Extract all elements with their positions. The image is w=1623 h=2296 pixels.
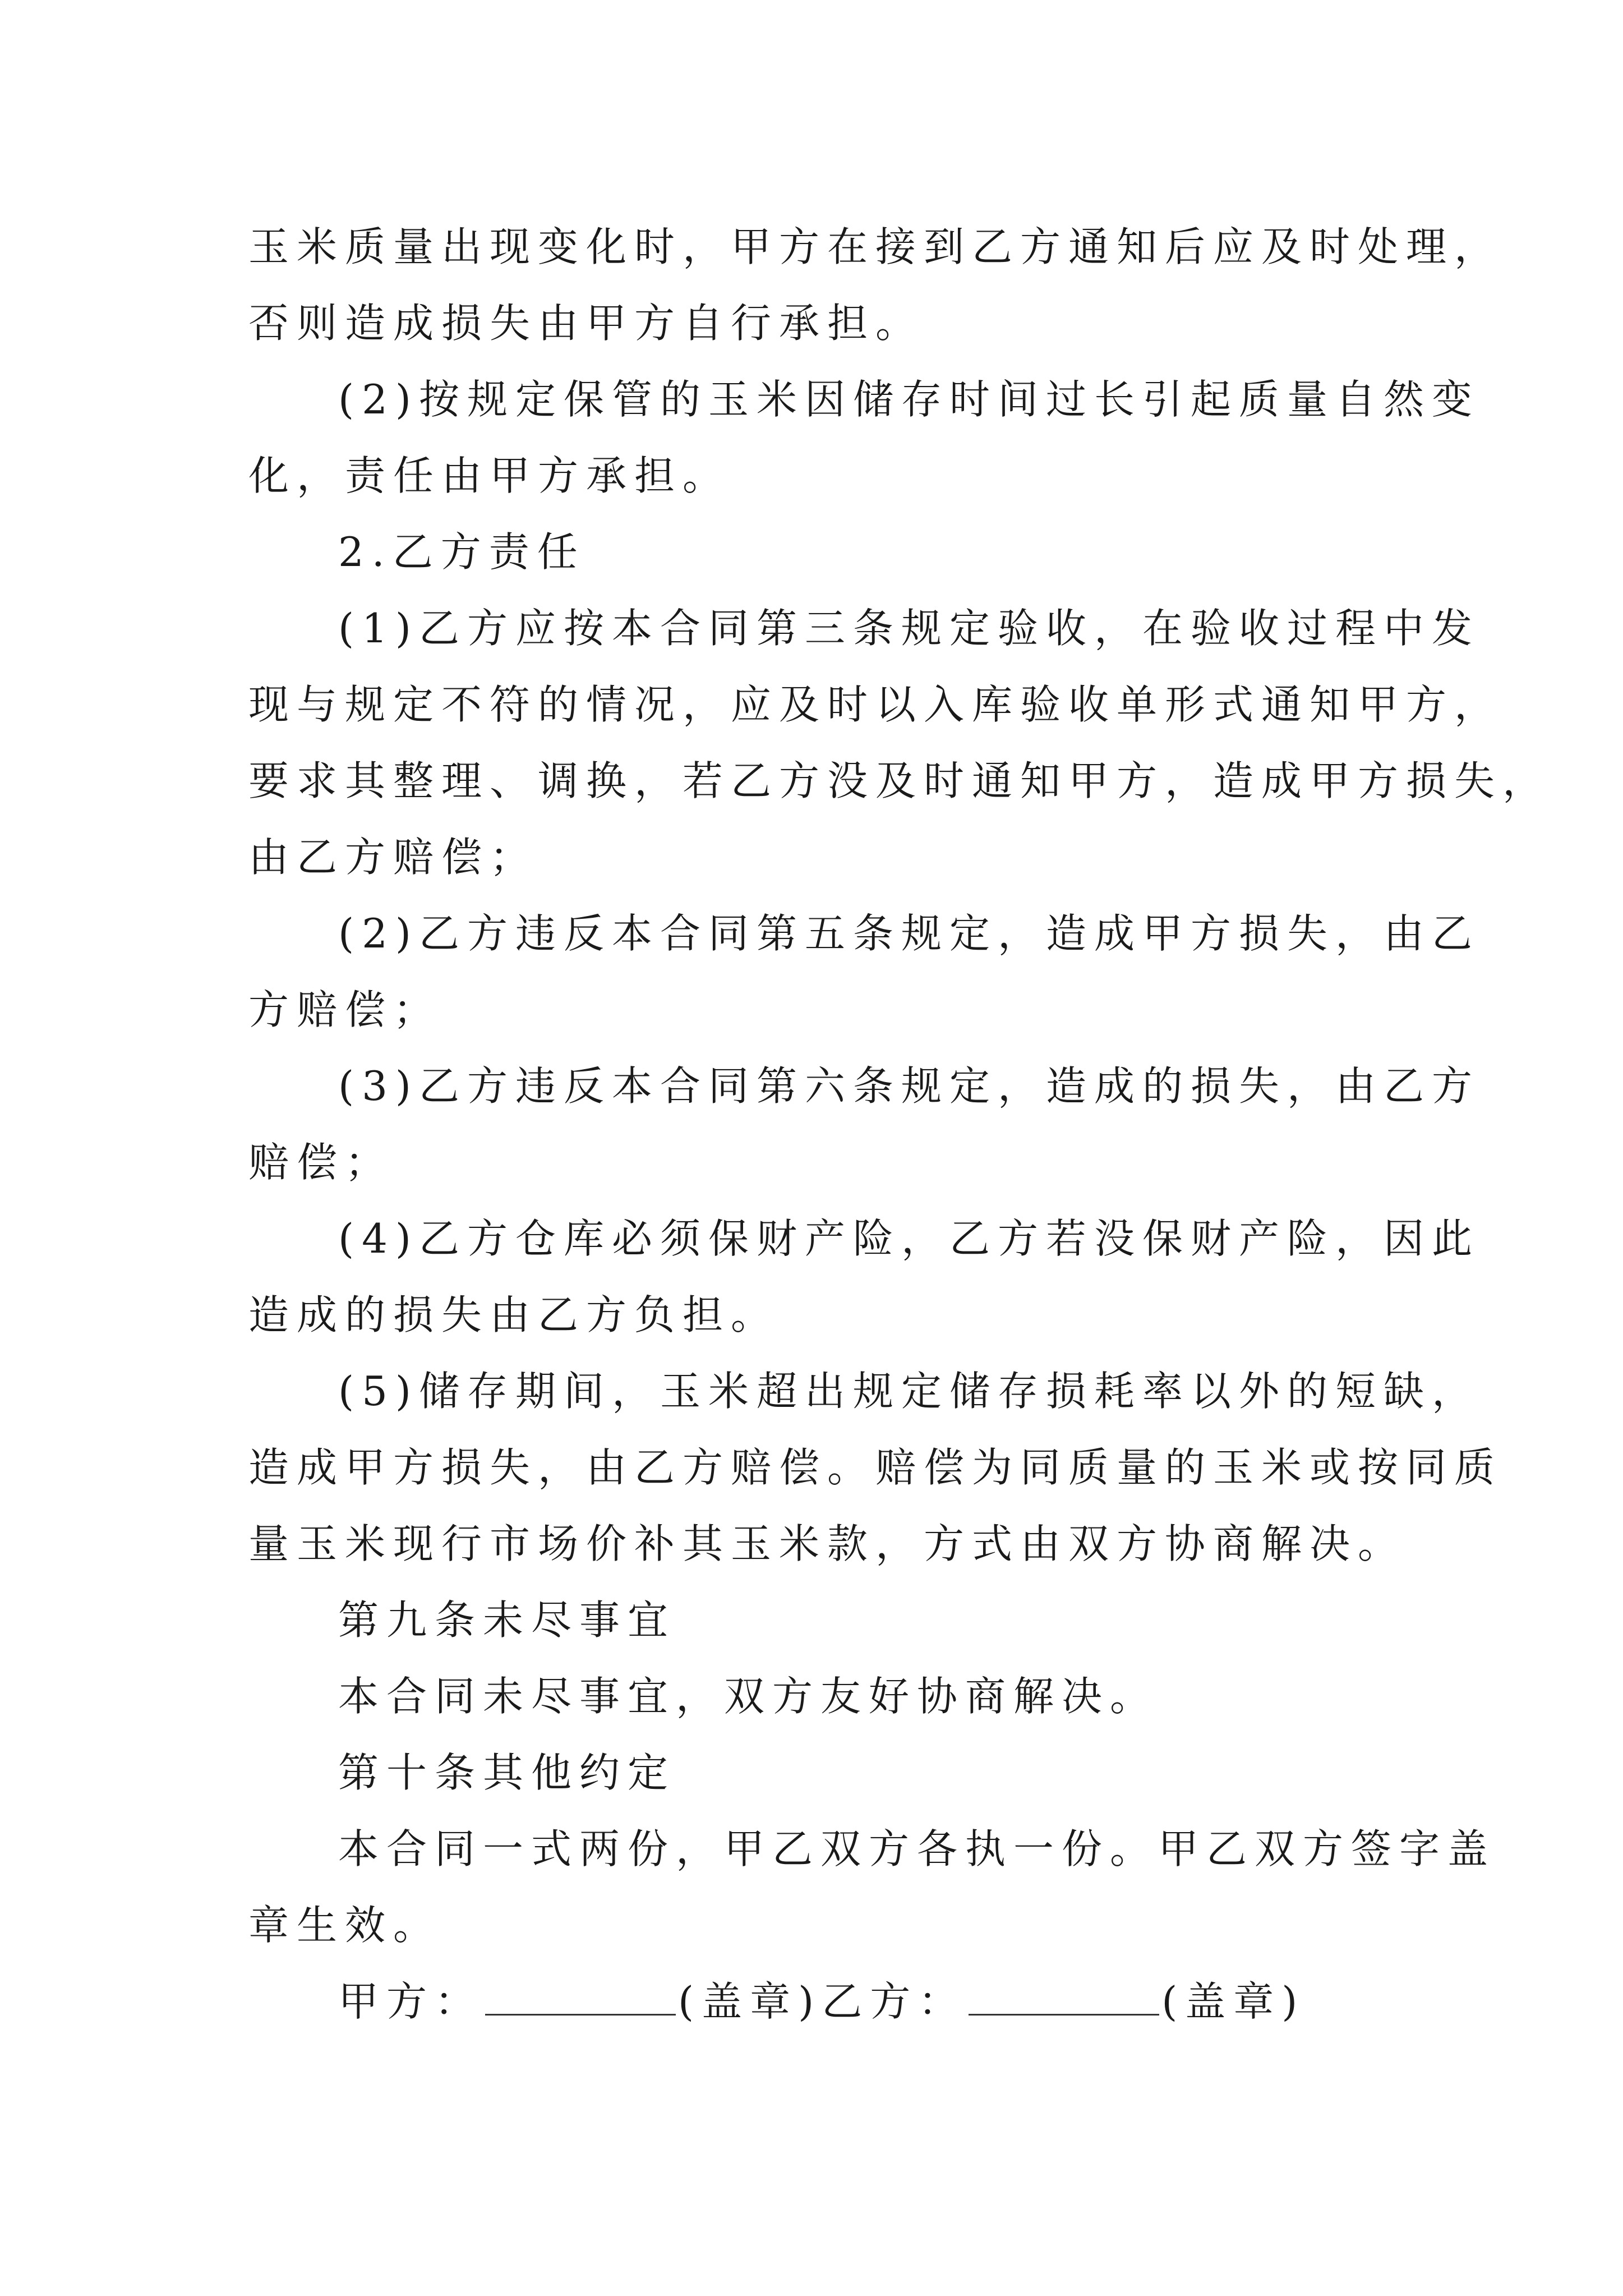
section-heading: 第十条其他约定 [338, 1749, 676, 1796]
section-heading: 第九条未尽事宜 [338, 1596, 676, 1644]
party-b-signature-blank[interactable] [969, 1980, 1159, 2016]
paragraph-line: 要求其整理、调换，若乙方没及时通知甲方，造成甲方损失， [248, 757, 1551, 804]
party-b-seal: (盖章) [1161, 1978, 1306, 2025]
paragraph-line: 造成甲方损失，由乙方赔偿。赔偿为同质量的玉米或按同质 [248, 1444, 1503, 1491]
paragraph-line: 化，责任由甲方承担。 [248, 452, 731, 499]
paragraph-line: 本合同一式两份，甲乙双方各执一份。甲乙双方签字盖 [338, 1825, 1496, 1872]
paragraph-line: 方赔偿； [248, 986, 442, 1033]
paragraph-line: (1)乙方应按本合同第三条规定验收，在验收过程中发 [338, 605, 1480, 652]
paragraph-line: 现与规定不符的情况，应及时以入库验收单形式通知甲方， [248, 681, 1503, 728]
paragraph-line: (3)乙方违反本合同第六条规定，造成的损失，由乙方 [338, 1062, 1480, 1110]
paragraph-line: (2)乙方违反本合同第五条规定，造成甲方损失，由乙 [338, 910, 1480, 957]
paragraph-line: (5)储存期间，玉米超出规定储存损耗率以外的短缺， [338, 1368, 1480, 1415]
party-b-label: 乙方： [822, 1978, 967, 2025]
party-a-seal: (盖章) [678, 1978, 822, 2025]
paragraph-line: 赔偿； [248, 1139, 394, 1186]
document-page [248, 209, 1551, 2040]
paragraph-line: 否则造成损失由甲方自行承担。 [248, 300, 924, 347]
paragraph-line: 造成的损失由乙方负担。 [248, 1291, 780, 1338]
party-a-signature-blank[interactable] [485, 1980, 676, 2016]
party-a-label: 甲方： [338, 1978, 483, 2025]
paragraph-line: (4)乙方仓库必须保财产险，乙方若没保财产险，因此 [338, 1215, 1480, 1262]
paragraph-line: 玉米质量出现变化时，甲方在接到乙方通知后应及时处理， [248, 223, 1503, 270]
paragraph-line: 章生效。 [248, 1902, 442, 1949]
paragraph-line: (2)按规定保管的玉米因储存时间过长引起质量自然变 [338, 376, 1480, 423]
section-heading: 2.乙方责任 [338, 528, 585, 576]
signature-line [248, 1963, 1393, 2040]
paragraph-line: 量玉米现行市场价补其玉米款，方式由双方协商解决。 [248, 1520, 1407, 1567]
paragraph-line: 本合同未尽事宜，双方友好协商解决。 [338, 1673, 1159, 1720]
paragraph-line: 由乙方赔偿； [248, 834, 538, 881]
